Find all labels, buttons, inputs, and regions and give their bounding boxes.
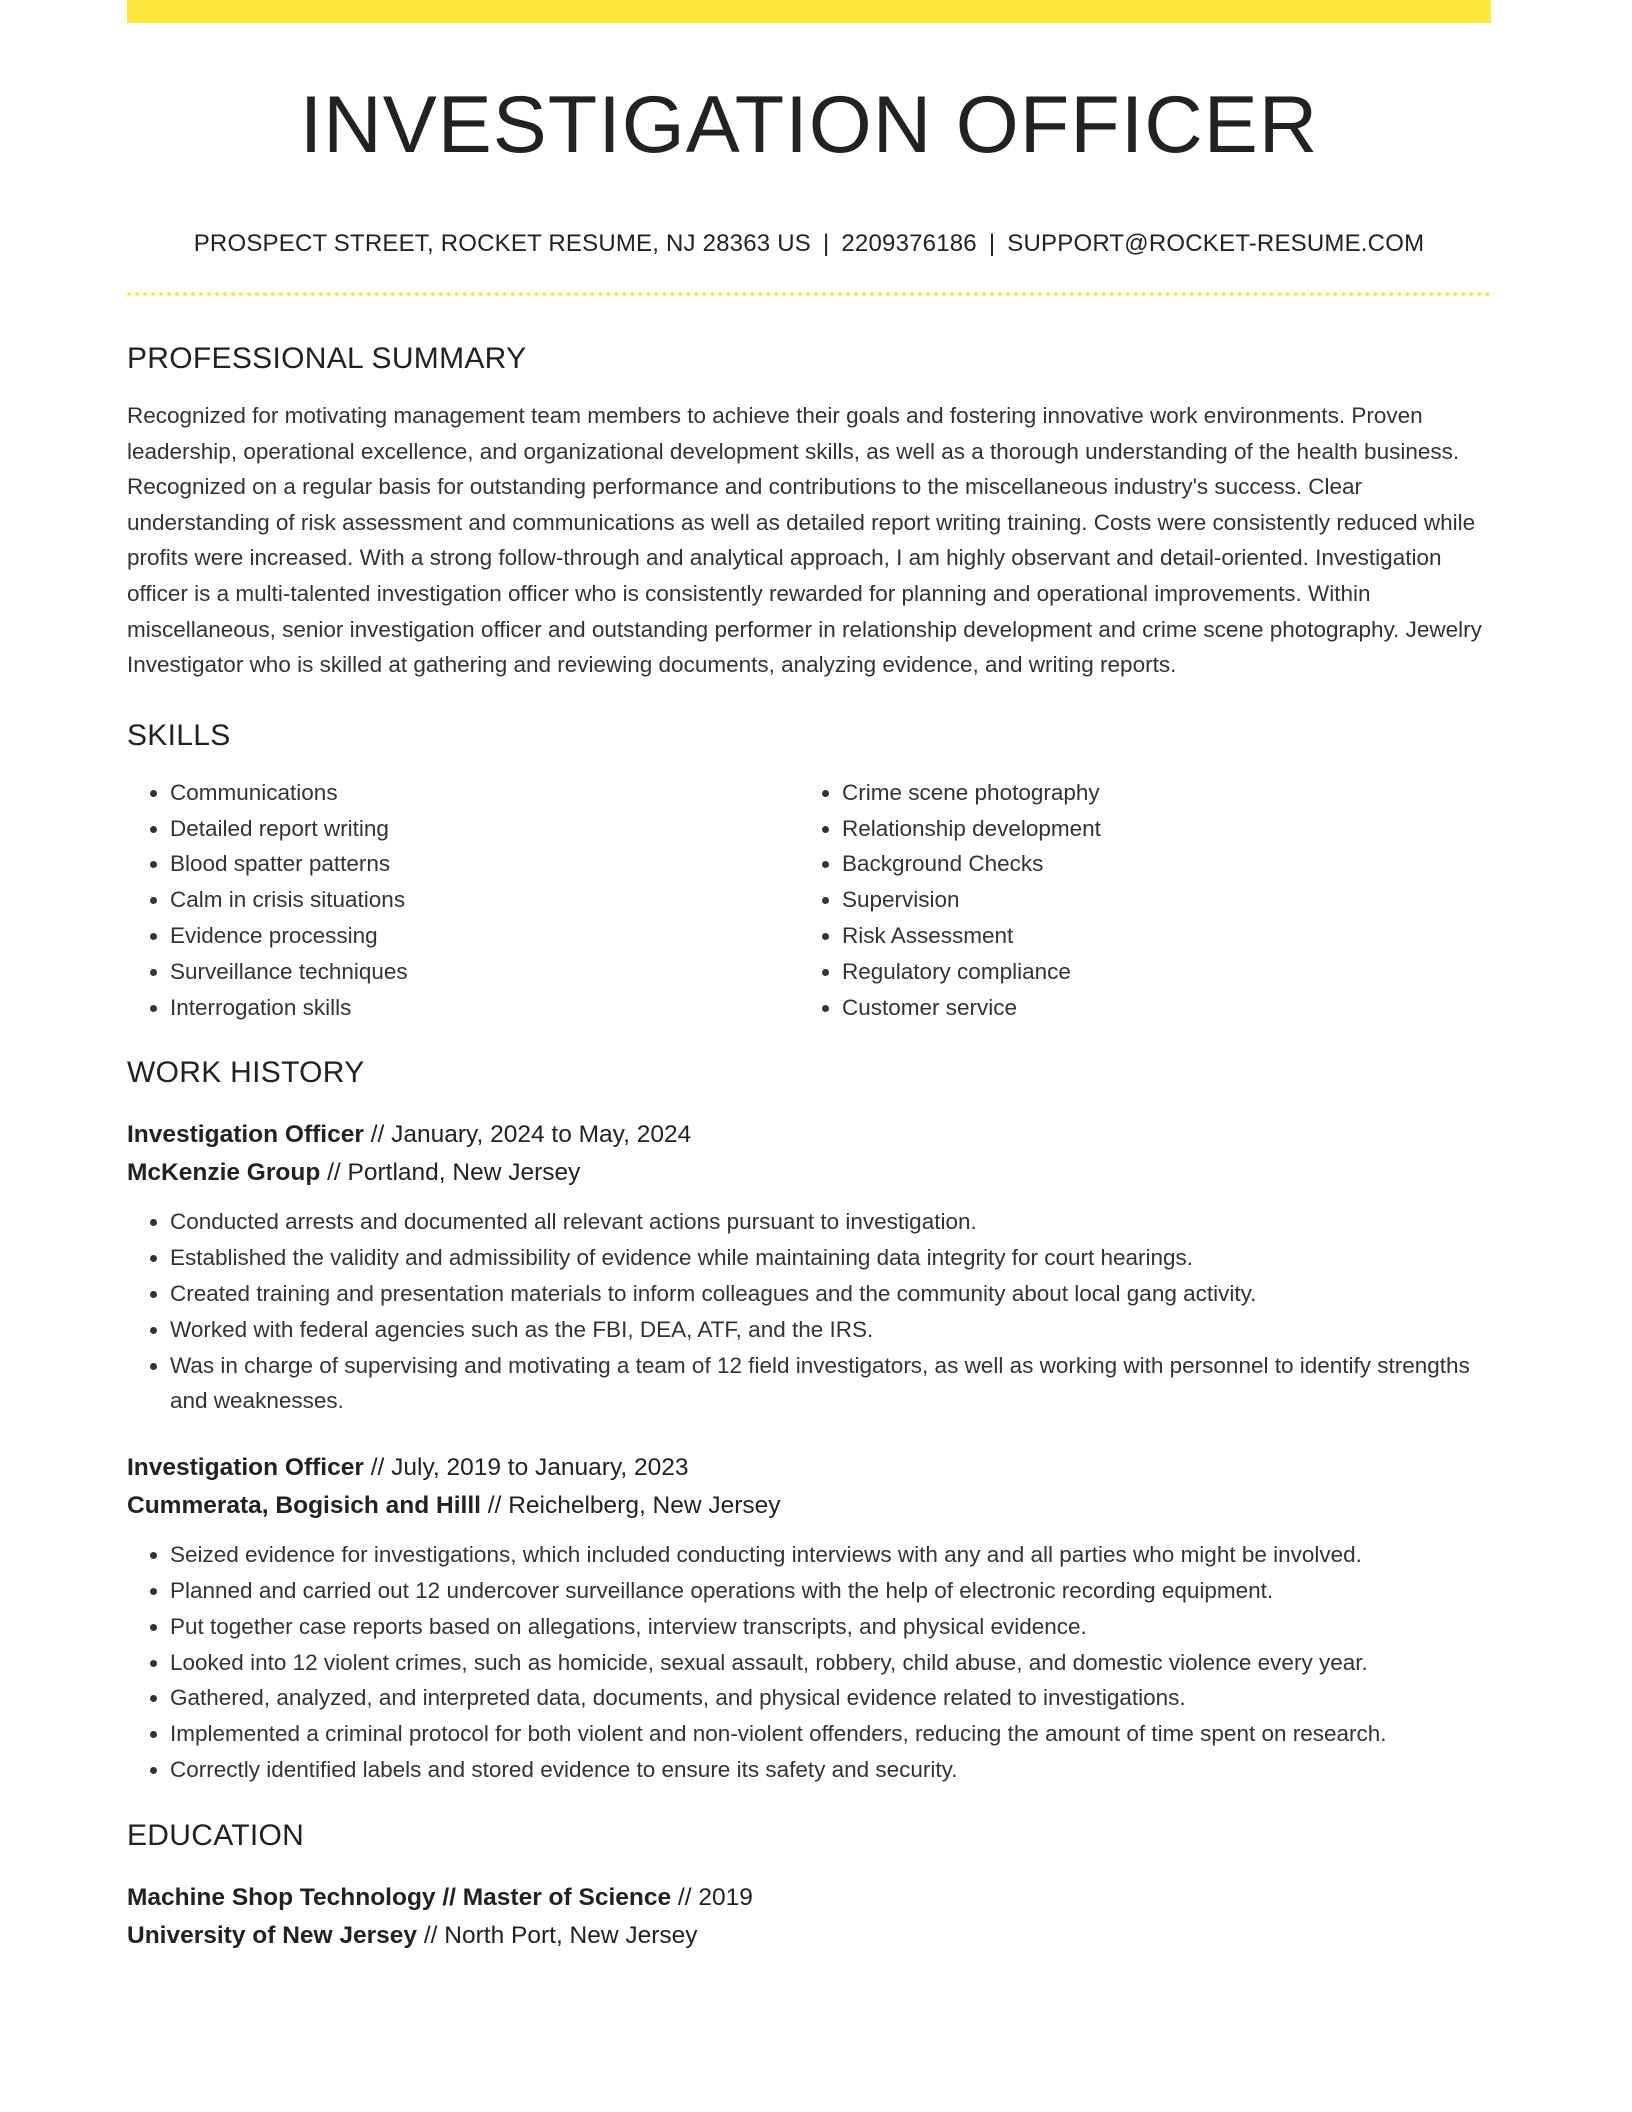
education-separator: // bbox=[417, 1921, 445, 1949]
resume-page bbox=[127, 0, 1491, 1955]
section-title-summary: PROFESSIONAL SUMMARY bbox=[127, 342, 527, 375]
section-title-work-history: WORK HISTORY bbox=[127, 1056, 365, 1090]
job-bullet: • Implemented a criminal protocol for both violent and non-violent offenders, reducing the amount of time spent on research. bbox=[170, 1716, 1491, 1752]
skill-item: • Interrogation skills bbox=[170, 990, 799, 1026]
job-bullet: • Correctly identified labels and stored evidence to ensure its safety and security. bbox=[170, 1752, 1491, 1788]
skill-item: • Surveillance techniques bbox=[170, 954, 799, 990]
skill-item: • Risk Assessment bbox=[842, 918, 1471, 954]
job-location: Reichelberg, New Jersey bbox=[508, 1492, 781, 1520]
skills-grid bbox=[127, 775, 1491, 1026]
header-divider bbox=[127, 292, 1491, 296]
job-position-line bbox=[127, 1449, 1491, 1487]
job-separator: // bbox=[480, 1492, 509, 1520]
job-bullet: • Established the validity and admissibility of evidence while maintaining data integrity for court hearings. bbox=[170, 1240, 1491, 1276]
education-degree-line bbox=[127, 1879, 1491, 1917]
section-title-skills: SKILLS bbox=[127, 718, 231, 752]
job-position-line bbox=[127, 1116, 1491, 1154]
education-year: 2019 bbox=[698, 1883, 753, 1911]
job-bullet: • Planned and carried out 12 undercover surveillance operations with the help of electronic recording equipment. bbox=[170, 1573, 1491, 1609]
job-bullet: • Gathered, analyzed, and interpreted data, documents, and physical evidence related to investigations. bbox=[170, 1680, 1491, 1716]
skill-item: • Background Checks bbox=[842, 846, 1471, 882]
job-bullet: • Conducted arrests and documented all relevant actions pursuant to investigation. bbox=[170, 1204, 1491, 1240]
skill-item: • Blood spatter patterns bbox=[170, 846, 799, 882]
skill-item: • Communications bbox=[170, 775, 799, 811]
job-company-line bbox=[127, 1487, 1491, 1525]
skills-column-right bbox=[799, 775, 1471, 1026]
job-bullet: • Was in charge of supervising and motivating a team of 12 field investigators, as well as working with personnel to identify strengths and weaknesses. bbox=[170, 1348, 1491, 1420]
skill-item: • Customer service bbox=[842, 990, 1471, 1026]
accent-top-bar bbox=[127, 0, 1491, 23]
education-location: North Port, New Jersey bbox=[444, 1921, 698, 1949]
job-bullet-list bbox=[127, 1204, 1491, 1419]
skill-item: • Regulatory compliance bbox=[842, 954, 1471, 990]
contact-line bbox=[127, 232, 1491, 256]
contact-phone: 2209376186 bbox=[841, 230, 977, 257]
skill-item: • Supervision bbox=[842, 882, 1471, 918]
skill-item: • Crime scene photography bbox=[842, 775, 1471, 811]
job-position: Investigation Officer bbox=[127, 1454, 364, 1482]
skill-item: • Relationship development bbox=[842, 811, 1471, 847]
job-company: McKenzie Group bbox=[127, 1159, 321, 1187]
education-degree: Machine Shop Technology // Master of Science bbox=[127, 1883, 672, 1911]
job-bullet: • Seized evidence for investigations, which included conducting interviews with any and all parties who might be involved. bbox=[170, 1537, 1491, 1573]
job-bullet: • Worked with federal agencies such as the FBI, DEA, ATF, and the IRS. bbox=[170, 1312, 1491, 1348]
job-bullet: • Looked into 12 violent crimes, such as homicide, sexual assault, robbery, child abuse, and domestic violence every year. bbox=[170, 1645, 1491, 1681]
job-company-line bbox=[127, 1154, 1491, 1192]
job-separator: // bbox=[320, 1159, 348, 1187]
education-school: University of New Jersey bbox=[127, 1921, 418, 1949]
job-company: Cummerata, Bogisich and Hilll bbox=[127, 1492, 481, 1520]
skill-item: • Calm in crisis situations bbox=[170, 882, 799, 918]
education-separator: // bbox=[671, 1883, 699, 1911]
job-separator: // bbox=[363, 1454, 392, 1482]
contact-address: PROSPECT STREET, ROCKET RESUME, NJ 28363 US bbox=[193, 230, 811, 257]
job-separator: // bbox=[363, 1121, 392, 1149]
education-entry bbox=[127, 1879, 1491, 1955]
skill-item: • Detailed report writing bbox=[170, 811, 799, 847]
summary-text: Recognized for motivating management team members to achieve their goals and fostering innovative work environments. Proven leadership, operational excellence, and organizational development skills, as well as a thorough understanding of the health business. Recognized on a regular basis for outstanding performance and contributions to the miscellaneous industry's success. Clear understanding of risk assessment and communications as well as detailed report writing training. Costs were consistently reduced while profits were increased. With a strong follow-through and analytical approach, I am highly observant and detail-oriented. Investigation officer is a multi-talented investigation officer who is consistently rewarded for planning and operational improvements. Within miscellaneous, senior investigation officer and outstanding performer in relationship development and crime scene photography. Jewelry Investigator who is skilled at gathering and reviewing documents, analyzing evidence, and writing reports. bbox=[127, 403, 1482, 678]
job-entry bbox=[127, 1116, 1491, 1419]
resume-title: INVESTIGATION OFFICER bbox=[299, 80, 1319, 170]
contact-separator: | bbox=[988, 230, 996, 257]
contact-email: SUPPORT@ROCKET-RESUME.COM bbox=[1007, 230, 1425, 257]
skills-column-left bbox=[127, 775, 799, 1026]
job-dates: January, 2024 to May, 2024 bbox=[391, 1121, 692, 1149]
job-bullet: • Put together case reports based on allegations, interview transcripts, and physical evidence. bbox=[170, 1609, 1491, 1645]
contact-separator: | bbox=[822, 230, 830, 257]
job-bullet: • Created training and presentation materials to inform colleagues and the community about local gang activity. bbox=[170, 1276, 1491, 1312]
skill-item: • Evidence processing bbox=[170, 918, 799, 954]
education-school-line bbox=[127, 1917, 1491, 1955]
job-bullet-list bbox=[127, 1537, 1491, 1788]
job-position: Investigation Officer bbox=[127, 1121, 364, 1149]
section-title-education: EDUCATION bbox=[127, 1818, 305, 1852]
job-dates: July, 2019 to January, 2023 bbox=[391, 1454, 689, 1482]
job-location: Portland, New Jersey bbox=[347, 1159, 581, 1187]
job-entry bbox=[127, 1449, 1491, 1788]
